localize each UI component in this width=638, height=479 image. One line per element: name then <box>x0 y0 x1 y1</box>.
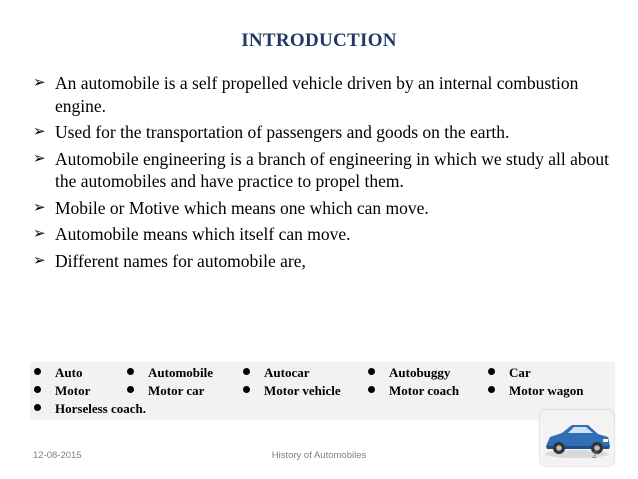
dot-bullet-icon <box>243 368 250 375</box>
dot-bullet-icon <box>368 386 375 393</box>
dot-bullet-icon <box>127 386 134 393</box>
footer-date: 12-08-2015 <box>33 450 82 461</box>
bullet-item <box>33 121 613 144</box>
car-icon <box>540 410 614 466</box>
bullet-text: Used for the transportation of passengers and goods on the earth. <box>55 122 510 142</box>
name-item-motor-car: Motor car <box>127 383 204 398</box>
bullet-list <box>33 72 613 276</box>
arrow-bullet-icon: ➢ <box>33 150 46 167</box>
bullet-item <box>33 223 613 246</box>
page-number: 2 <box>592 450 598 461</box>
arrow-bullet-icon: ➢ <box>33 75 46 91</box>
bullet-item <box>33 250 613 273</box>
bullet-text: Automobile means which itself can move. <box>55 224 351 244</box>
dot-bullet-icon <box>34 368 41 375</box>
bullet-text: Different names for automobile are, <box>55 250 306 271</box>
name-item-motor: Motor <box>34 383 90 398</box>
arrow-bullet-icon: ➢ <box>33 252 46 269</box>
arrow-bullet-icon: ➢ <box>33 226 46 242</box>
dot-bullet-icon <box>127 368 134 375</box>
automobile-names-box <box>30 362 615 420</box>
bullet-text: An automobile is a self propelled vehicle driven by an internal combustion engine. <box>55 73 579 116</box>
car-image <box>540 410 614 466</box>
footer-title: History of Automobiles <box>271 450 367 461</box>
name-item-motor-coach: Motor coach <box>368 383 459 398</box>
name-item-autobuggy: Autobuggy <box>368 365 450 380</box>
name-item-motor-vehicle: Motor vehicle <box>243 383 341 398</box>
name-item-horseless-coach: Horseless coach. <box>34 401 146 416</box>
dot-bullet-icon <box>488 386 495 393</box>
bullet-text: Automobile engineering is a branch of engineering in which we study all about the automobiles and have practice to propel them. <box>55 148 610 191</box>
name-item-auto: Auto <box>34 365 82 380</box>
name-item-motor-wagon: Motor wagon <box>488 383 584 398</box>
dot-bullet-icon <box>488 368 495 375</box>
bullet-text: Mobile or Motive which means one which can move. <box>55 197 429 218</box>
name-item-automobile: Automobile <box>127 365 213 380</box>
name-item-autocar: Autocar <box>243 365 310 380</box>
bullet-item <box>33 197 613 220</box>
dot-bullet-icon <box>368 368 375 375</box>
arrow-bullet-icon: ➢ <box>33 199 46 216</box>
dot-bullet-icon <box>243 386 250 393</box>
bullet-item <box>33 72 613 117</box>
bullet-item <box>33 148 613 193</box>
name-item-car: Car <box>488 365 531 380</box>
arrow-bullet-icon: ➢ <box>33 124 46 140</box>
dot-bullet-icon <box>34 404 41 411</box>
slide-title: INTRODUCTION <box>241 30 397 51</box>
dot-bullet-icon <box>34 386 41 393</box>
